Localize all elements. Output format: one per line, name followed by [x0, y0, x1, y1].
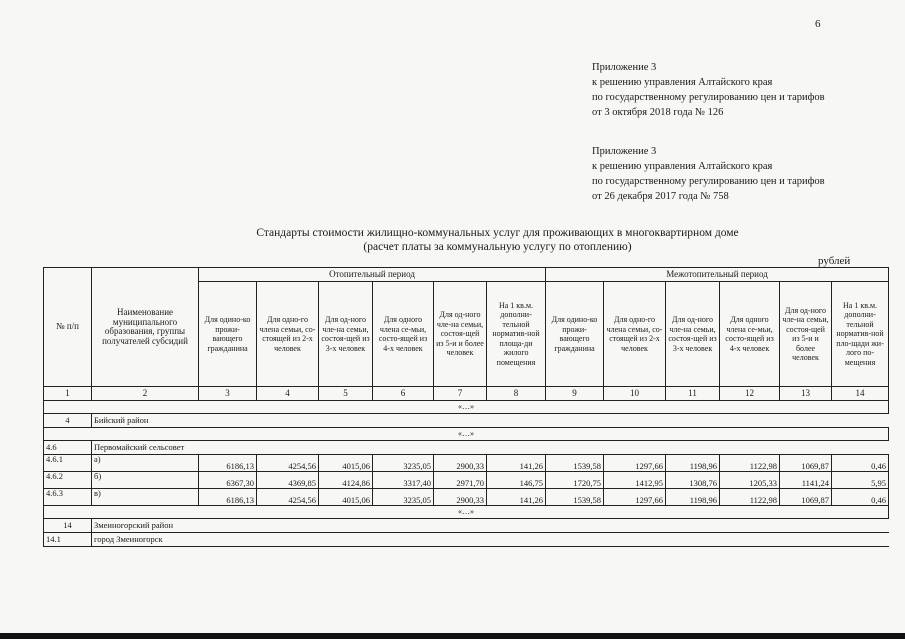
- annex-line: к решению управления Алтайского края: [592, 161, 773, 172]
- annex-line: Приложение 3: [592, 62, 657, 73]
- row-code: 4.6: [44, 441, 92, 455]
- cell-value: 1198,96: [666, 489, 720, 506]
- cell-value: 1539,58: [546, 455, 604, 472]
- table-row: [44, 441, 889, 455]
- omission-marker: «…»: [44, 401, 889, 414]
- row-code: 14: [44, 519, 92, 533]
- cell-value: 4015,06: [319, 489, 373, 506]
- table-row: [44, 414, 889, 428]
- row-name: в): [92, 489, 199, 506]
- col-number: 6: [373, 387, 434, 401]
- cell-value: 1069,87: [780, 455, 832, 472]
- cell-value: 1205,33: [720, 472, 780, 489]
- header-col-12: Для одного члена се-мьи, состо-ящей из 4-х человек: [720, 282, 780, 387]
- cell-value: 141,26: [487, 489, 546, 506]
- cell-value: 6186,13: [199, 489, 257, 506]
- cell-value: 4015,06: [319, 455, 373, 472]
- title-line-1: Стандарты стоимости жилищно-коммунальных услуг для проживающих в многоквартирном доме: [256, 227, 739, 239]
- row-code: 4.6.1: [44, 455, 92, 472]
- col-number: 9: [546, 387, 604, 401]
- header-col-8: На 1 кв.м. дополни-тельной норматив-ной площа-ди жилого помещения: [487, 282, 546, 387]
- column-number-row: [44, 387, 889, 401]
- annex-line: от 26 декабря 2017 года № 758: [592, 191, 729, 202]
- col-number: 2: [92, 387, 199, 401]
- col-number: 3: [199, 387, 257, 401]
- table-row: [44, 489, 889, 506]
- row-code: 4.6.2: [44, 472, 92, 489]
- header-col-14: На 1 кв.м. дополни-тельной норматив-ной пло-щади жи-лого по-мещения: [832, 282, 889, 387]
- annex-line: от 3 октября 2018 года № 126: [592, 107, 724, 118]
- cell-value: 2971,70: [434, 472, 487, 489]
- cell-value: 2900,33: [434, 489, 487, 506]
- col-number: 7: [434, 387, 487, 401]
- cell-value: 146,75: [487, 472, 546, 489]
- col-number: 1: [44, 387, 92, 401]
- header-col-6: Для одного члена се-мьи, состо-ящей из 4-х человек: [373, 282, 434, 387]
- table-row: [44, 472, 889, 489]
- cell-value: 141,26: [487, 455, 546, 472]
- cell-value: 6186,13: [199, 455, 257, 472]
- cell-value: 4254,56: [257, 455, 319, 472]
- row-name: Змеиногорский район: [92, 519, 889, 533]
- row-name: Бийский район: [92, 414, 889, 428]
- col-number: 4: [257, 387, 319, 401]
- header-npp: № п/п: [44, 268, 92, 387]
- cell-value: 1122,98: [720, 455, 780, 472]
- annex-line: по государственному регулированию цен и тарифов: [592, 92, 825, 103]
- cell-value: 0,46: [832, 455, 889, 472]
- title-line-2: (расчет платы за коммунальную услугу по отоплению): [363, 241, 632, 253]
- cell-value: 3317,40: [373, 472, 434, 489]
- cell-value: 1141,24: [780, 472, 832, 489]
- table-row: [44, 533, 889, 547]
- cell-value: 3235,05: [373, 455, 434, 472]
- units-label: рублей: [818, 255, 851, 267]
- col-number: 13: [780, 387, 832, 401]
- annex-line: Приложение 3: [592, 146, 657, 157]
- cell-value: 2900,33: [434, 455, 487, 472]
- col-number: 14: [832, 387, 889, 401]
- header-heating-period: Отопительный период: [199, 268, 546, 282]
- col-number: 5: [319, 387, 373, 401]
- document-title: [0, 226, 905, 254]
- table-row: [44, 455, 889, 472]
- standards-table: [43, 267, 889, 547]
- header-col-5: Для од-ного чле-на семьи, состоя-щей из 3-х человек: [319, 282, 373, 387]
- annex-line: к решению управления Алтайского края: [592, 77, 773, 88]
- row-name: город Змеиногорск: [92, 533, 889, 547]
- col-number: 10: [604, 387, 666, 401]
- cell-value: 1198,96: [666, 455, 720, 472]
- cell-value: 1412,95: [604, 472, 666, 489]
- header-interheating-period: Межотопительный период: [546, 268, 889, 282]
- cell-value: 1297,66: [604, 455, 666, 472]
- row-name: Первомайский сельсовет: [92, 441, 889, 455]
- omission-marker: «…»: [44, 506, 889, 519]
- cell-value: 1297,66: [604, 489, 666, 506]
- col-number: 12: [720, 387, 780, 401]
- row-code: 14.1: [44, 533, 92, 547]
- cell-value: 4369,85: [257, 472, 319, 489]
- cell-value: 3235,05: [373, 489, 434, 506]
- cell-value: 0,46: [832, 489, 889, 506]
- header-col-10: Для одно-го члена семьи, со-стоящей из 2-х человек: [604, 282, 666, 387]
- header-col-11: Для од-ного чле-на семьи, состоя-щей из 3-х человек: [666, 282, 720, 387]
- omission-marker: «…»: [44, 428, 889, 441]
- annex-block-current: [592, 60, 825, 120]
- cell-value: 5,95: [832, 472, 889, 489]
- header-col-13: Для од-ного чле-на семьи, состоя-щей из 5-и и более человек: [780, 282, 832, 387]
- row-code: 4: [44, 414, 92, 428]
- cell-value: 4254,56: [257, 489, 319, 506]
- cell-value: 1539,58: [546, 489, 604, 506]
- cell-value: 6367,30: [199, 472, 257, 489]
- col-number: 8: [487, 387, 546, 401]
- page-number: 6: [815, 18, 821, 30]
- row-name: б): [92, 472, 199, 489]
- annex-line: по государственному регулированию цен и тарифов: [592, 176, 825, 187]
- header-col-9: Для одино-ко прожи-вающего гражданина: [546, 282, 604, 387]
- cell-value: 1122,98: [720, 489, 780, 506]
- header-name: Наименование муниципального образования, группы получателей субсидий: [92, 268, 199, 387]
- header-col-3: Для одино-ко прожи-вающего гражданина: [199, 282, 257, 387]
- cell-value: 1720,75: [546, 472, 604, 489]
- header-col-4: Для одно-го члена семьи, со-стоящей из 2-х человек: [257, 282, 319, 387]
- col-number: 11: [666, 387, 720, 401]
- header-col-7: Для од-ного чле-на семьи, состоя-щей из 5-и и более человек: [434, 282, 487, 387]
- row-code: 4.6.3: [44, 489, 92, 506]
- cell-value: 1308,76: [666, 472, 720, 489]
- cell-value: 1069,87: [780, 489, 832, 506]
- cell-value: 4124,86: [319, 472, 373, 489]
- row-name: а): [92, 455, 199, 472]
- table-row: [44, 519, 889, 533]
- annex-block-previous: [592, 144, 825, 204]
- scan-edge: [0, 633, 905, 639]
